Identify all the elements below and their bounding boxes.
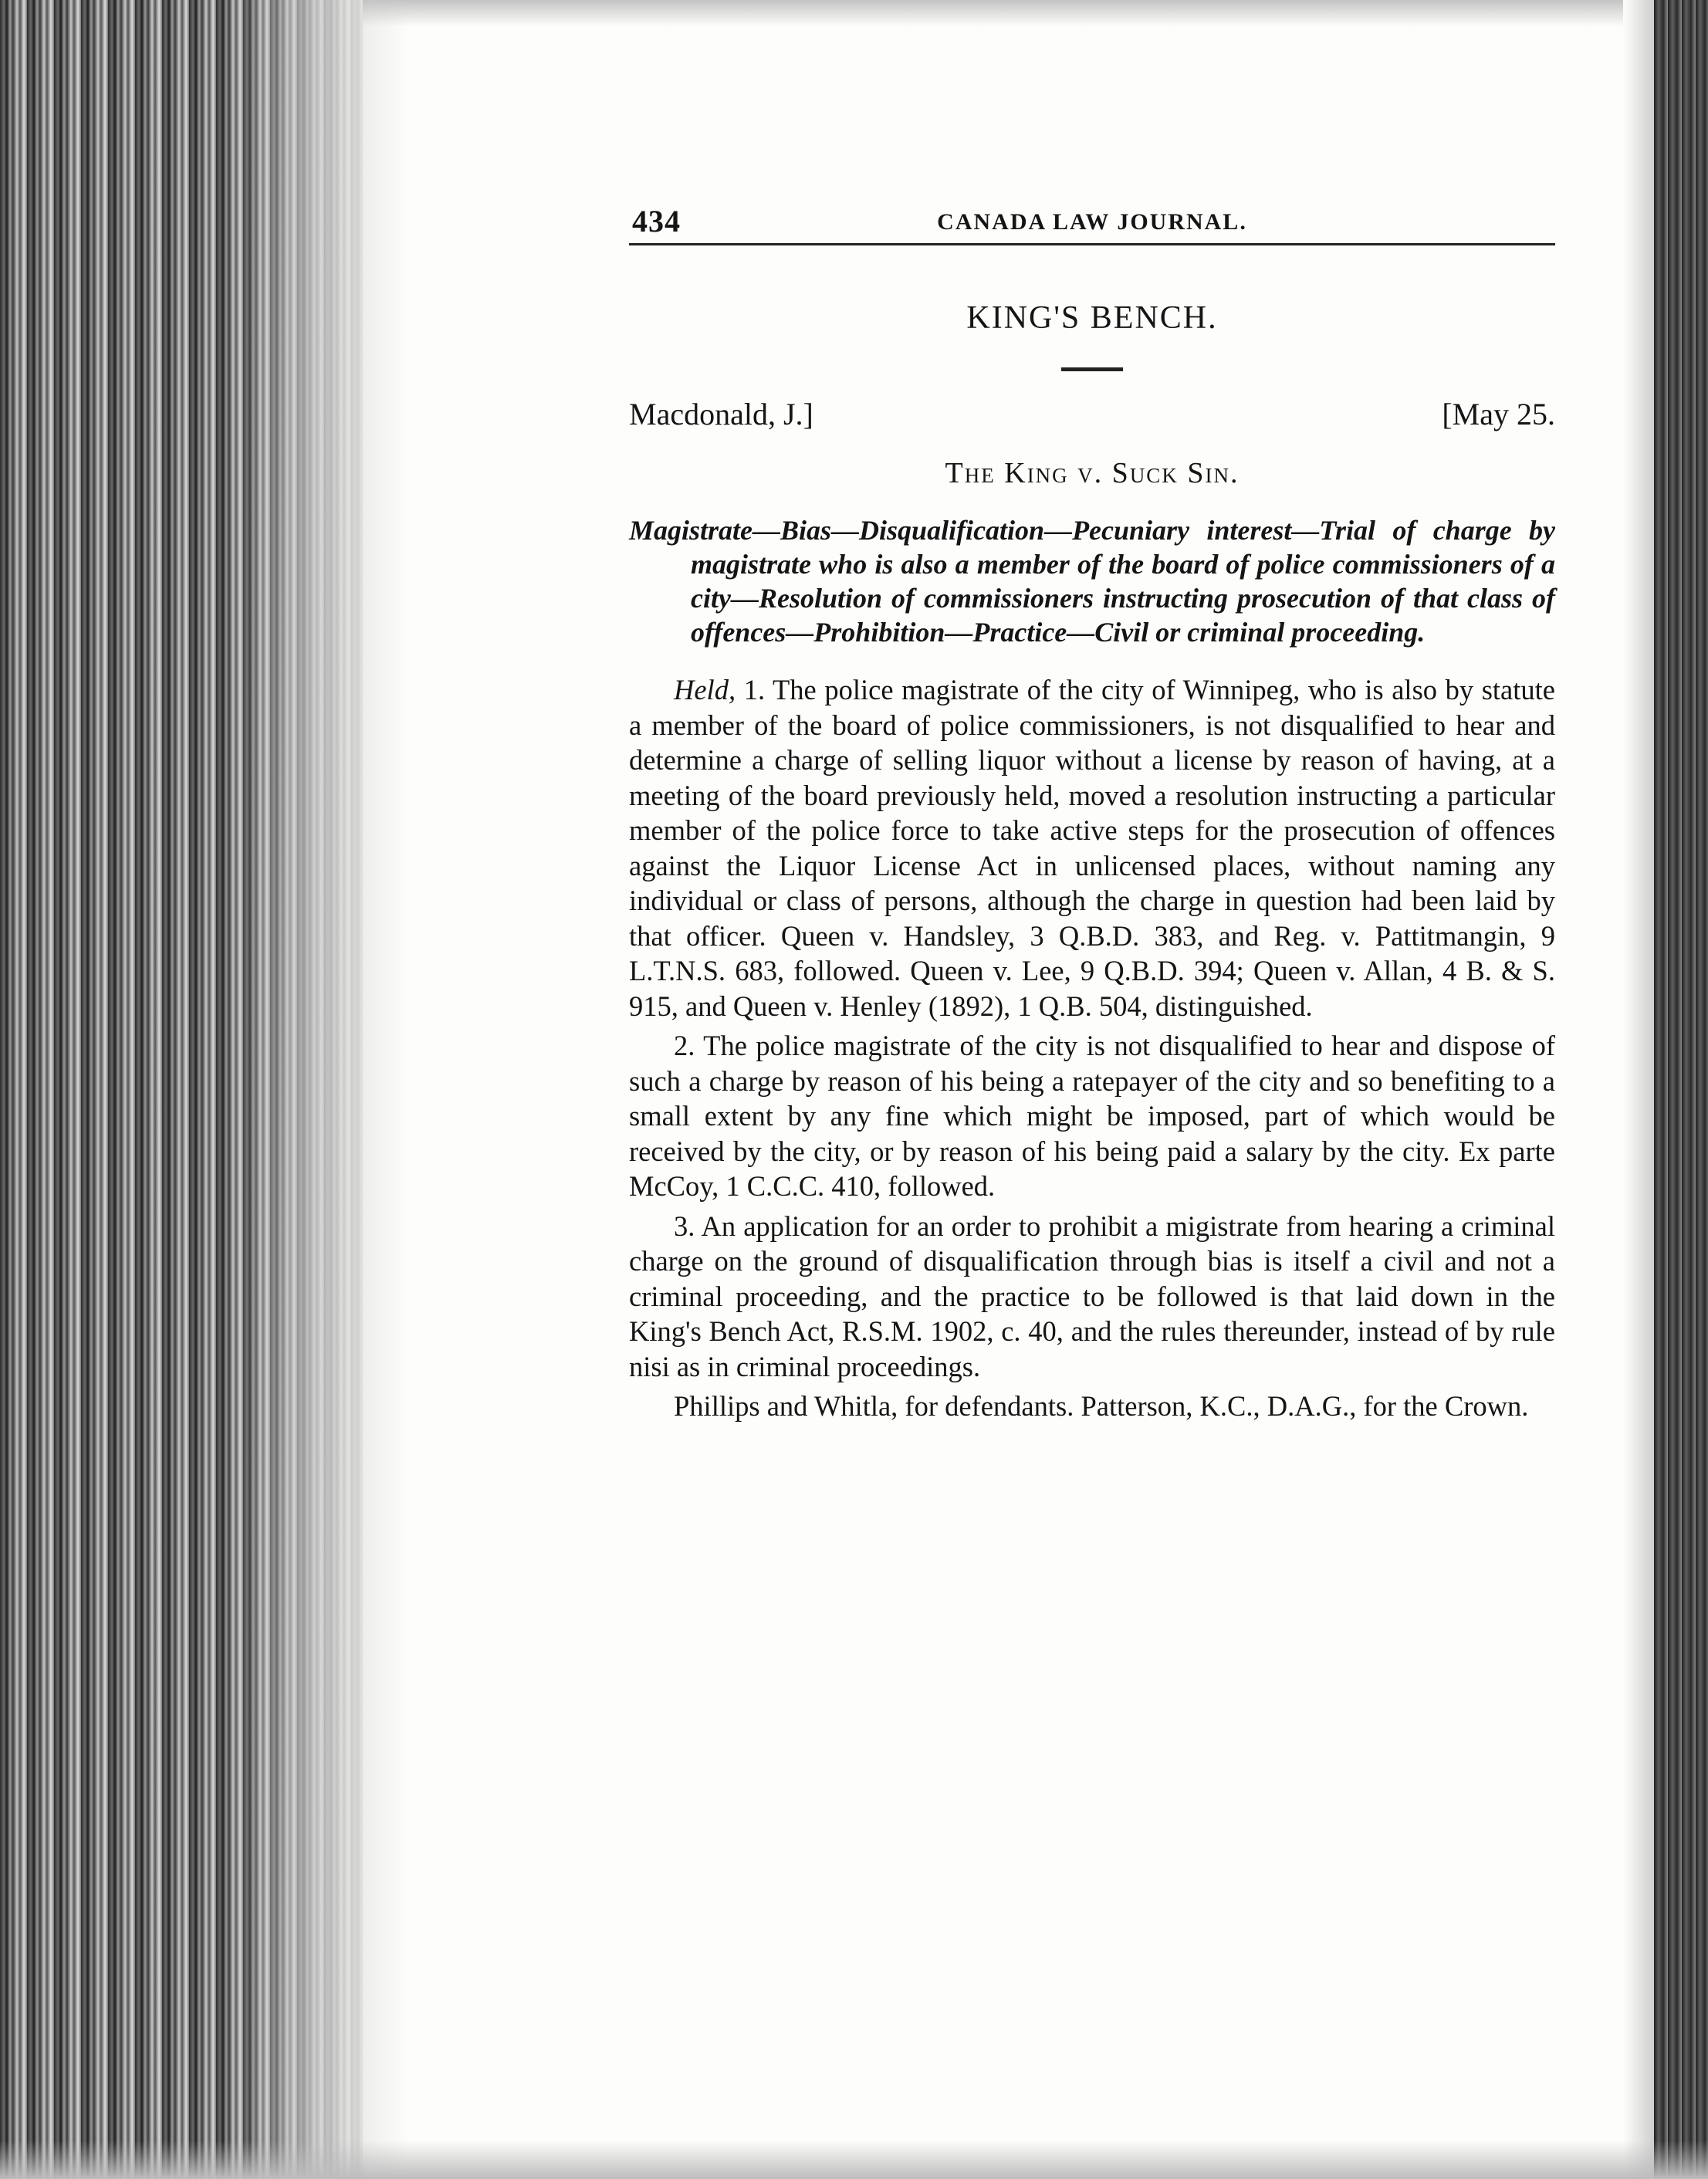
journal-title: CANADA LAW JOURNAL. [937,209,1247,235]
held-paragraph-3: 3. An application for an order to prohibit a migistrate from hearing a criminal charge on the ground of disqualification through bias is itself a civil and not a criminal proceeding, and the practice to be followed is that laid down in the King's Bench Act, R.S.M. 1902, c. 40, and the rules thereunder, instead of by rule nisi as in criminal proceedings. [629,1210,1555,1382]
section-heading: KING'S BENCH. [966,300,1218,336]
held-label: Held, [674,674,736,705]
judgment-body [629,672,1555,1424]
bottom-edge-shadow [0,2140,1708,2179]
running-head [629,197,1555,245]
case-title: The King v. Suck Sin. [945,457,1240,489]
judge-name: Macdonald, J.] [629,397,813,431]
counsel-paragraph: Phillips and Whitla, for defendants. Patterson, K.C., D.A.G., for the Crown. [674,1390,1529,1422]
judge-date-row [629,396,1555,435]
page-number: 434 [632,204,681,239]
headnote: Magistrate—Bias—Disqualification—Pecuniary interest—Trial of charge by magistrate who is also a member of the board of police commissioners of a city—Resolution of commissioners instructing prosecution of that class of offences—Prohibition—Practice—Civil or criminal proceeding. [629,515,1555,648]
section-rule [1061,367,1123,371]
gutter-fade [232,0,409,2179]
right-edge-fade [1623,0,1654,2179]
top-edge-shadow [363,0,1654,26]
held-paragraph-1 [629,672,1555,1024]
page-content [629,197,1555,1424]
held-paragraph-2: 2. The police magistrate of the city is not disqualified to hear and dispose of such a charge by reason of his being a ratepayer of the city and so benefiting to a small extent by any fine which might be imposed, part of which would be received by the city, or by reason of his being paid a salary by the city. Ex parte McCoy, 1 C.C.C. 410, followed. [629,1030,1555,1202]
right-edge-shadow [1654,0,1708,2179]
held-paragraph-1-text: 1. The police magistrate of the city of Winnipeg, who is also by statute a member of the board of police commissioners, is not disqualified to hear and determine a charge of selling liquor without a license by reason of having, at a meeting of the board previously held, moved a resolution instructing a particular member of the police force to take active steps for the prosecution of offences against the Liquor License Act in unlicensed places, without naming any individual or class of persons, although the charge in question had been laid by that officer. Queen v. Handsley, 3 Q.B.D. 383, and Reg. v. Pattitmangin, 9 L.T.N.S. 683, followed. Queen v. Lee, 9 Q.B.D. 394; Queen v. Allan, 4 B. & S. 915, and Queen v. Henley (1892), 1 Q.B. 504, distinguished. [629,674,1555,1022]
decision-date: [May 25. [1442,397,1555,431]
